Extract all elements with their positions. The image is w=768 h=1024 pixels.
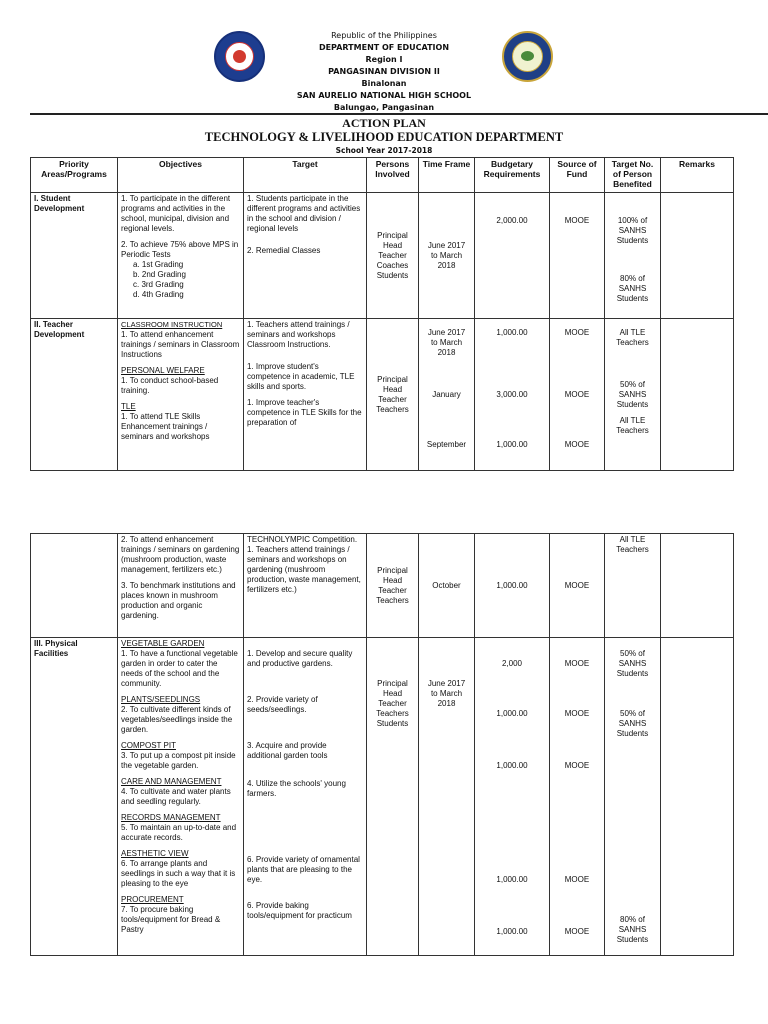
time-frame-cell bbox=[419, 638, 475, 956]
fund: MOOE bbox=[564, 659, 590, 668]
table-row bbox=[31, 534, 734, 638]
time-frame: to March bbox=[430, 250, 463, 260]
column-header: Remarks bbox=[661, 158, 734, 193]
objective: 1. To attend TLE Skills Enhancement trainings / seminars and workshops bbox=[121, 412, 210, 441]
target: 6. Provide baking tools/equipment for practicum bbox=[247, 901, 352, 920]
priority-area: I. Student Development bbox=[31, 193, 118, 319]
person: Teacher bbox=[378, 250, 407, 260]
time-frame: September bbox=[426, 440, 467, 449]
objective: 1. To have a functional vegetable garden in order to cater the needs of the school and the community. bbox=[121, 649, 238, 688]
objective: 5. To maintain an up-to-date and accurate records. bbox=[121, 823, 237, 842]
table-row bbox=[31, 193, 734, 319]
person: Coaches bbox=[376, 260, 409, 270]
time-frame: 2018 bbox=[437, 699, 456, 708]
benefit-cell bbox=[605, 534, 661, 638]
fund: MOOE bbox=[564, 709, 590, 718]
objective-heading: PERSONAL WELFARE bbox=[121, 366, 205, 375]
time-frame: June 2017 bbox=[427, 679, 466, 688]
person: Teachers bbox=[376, 404, 409, 414]
persons-cell bbox=[367, 193, 419, 319]
budget-cell bbox=[475, 319, 550, 471]
time-frame: January bbox=[432, 390, 461, 399]
person: Principal bbox=[377, 230, 408, 240]
person: Head bbox=[382, 384, 403, 394]
person: Head bbox=[382, 240, 403, 250]
benefit: Students bbox=[616, 294, 649, 303]
target-cell bbox=[244, 319, 367, 471]
letterhead-line: Balungao, Pangasinan bbox=[333, 103, 435, 112]
document-title: ACTION PLAN bbox=[342, 116, 426, 130]
time-frame-cell: October bbox=[419, 534, 475, 638]
benefit-cell bbox=[605, 319, 661, 471]
remarks-cell bbox=[661, 319, 734, 471]
person: Principal bbox=[377, 374, 408, 384]
objective-heading: CARE AND MANAGEMENT bbox=[121, 777, 222, 786]
fund: MOOE bbox=[564, 390, 590, 399]
persons-cell bbox=[367, 638, 419, 956]
benefit: All TLE bbox=[619, 535, 646, 544]
benefit: SANHS bbox=[618, 226, 647, 235]
column-header: Source of Fund bbox=[550, 158, 605, 193]
column-header: Target bbox=[244, 158, 367, 193]
grading-item: d. 4th Grading bbox=[133, 290, 184, 299]
fund: MOOE bbox=[564, 761, 590, 770]
person: Students bbox=[376, 719, 409, 728]
priority-area: III. Physical Facilities bbox=[31, 638, 118, 956]
benefit: 100% of bbox=[617, 216, 648, 225]
benefit-cell bbox=[605, 638, 661, 956]
letterhead-line: Region I bbox=[365, 55, 403, 64]
fund: MOOE bbox=[564, 216, 590, 225]
objective: 1. To conduct school-based training. bbox=[121, 376, 219, 395]
benefit: All TLE bbox=[619, 328, 646, 337]
benefit: Teachers bbox=[616, 338, 649, 347]
target: 3. Acquire and provide additional garden tools bbox=[247, 741, 328, 760]
person: Principal bbox=[377, 679, 408, 688]
fund-cell bbox=[550, 193, 605, 319]
time-frame: June 2017 bbox=[427, 328, 466, 337]
table-row bbox=[31, 638, 734, 956]
department-title: TECHNOLOGY & LIVELIHOOD EDUCATION DEPARTMENT bbox=[204, 130, 564, 144]
persons-cell bbox=[367, 534, 419, 638]
objective-heading: VEGETABLE GARDEN bbox=[121, 639, 205, 648]
grading-item: b. 2nd Grading bbox=[133, 270, 186, 279]
fund: MOOE bbox=[564, 440, 590, 449]
benefit: 50% of bbox=[620, 380, 645, 389]
person: Students bbox=[376, 270, 409, 280]
benefit: Teachers bbox=[616, 545, 649, 554]
person: Head bbox=[382, 575, 403, 585]
letterhead-line: SAN AURELIO NATIONAL HIGH SCHOOL bbox=[296, 91, 472, 100]
budget-cell bbox=[475, 638, 550, 956]
person: Teacher bbox=[378, 394, 407, 404]
benefit-cell bbox=[605, 193, 661, 319]
benefit: SANHS bbox=[618, 284, 647, 293]
time-frame: 2018 bbox=[437, 260, 456, 270]
budget: 1,000.00 bbox=[496, 328, 528, 337]
persons-cell bbox=[367, 319, 419, 471]
objectives-cell bbox=[118, 193, 244, 319]
time-frame: 2018 bbox=[437, 348, 456, 357]
target-cell bbox=[244, 534, 367, 638]
target: 2. Provide variety of seeds/seedlings. bbox=[247, 695, 318, 714]
budget: 3,000.00 bbox=[496, 390, 528, 399]
time-frame: June 2017 bbox=[427, 240, 466, 250]
benefit: Teachers bbox=[616, 426, 649, 435]
objective: 3. To put up a compost pit inside the vegetable garden. bbox=[121, 751, 236, 770]
benefit: 50% of bbox=[620, 709, 645, 718]
column-header: Target No. of Person Benefited bbox=[605, 158, 661, 193]
benefit: 80% of bbox=[620, 915, 645, 924]
objectives-cell bbox=[118, 534, 244, 638]
objective-heading: RECORDS MANAGEMENT bbox=[121, 813, 221, 822]
column-header: Budgetary Requirements bbox=[475, 158, 550, 193]
objective: 1. To participate in the different programs and activities in the school, municipal, division and regional levels. bbox=[121, 194, 231, 233]
priority-area bbox=[31, 534, 118, 638]
benefit: SANHS bbox=[618, 659, 647, 668]
person: Teachers bbox=[376, 595, 409, 605]
budget: 1,000.00 bbox=[496, 709, 528, 718]
target-cell bbox=[244, 638, 367, 956]
grading-item: a. 1st Grading bbox=[133, 260, 184, 269]
objective: 1. To attend enhancement trainings / seminars in Classroom Instructions bbox=[121, 330, 240, 359]
priority-area: II. Teacher Development bbox=[31, 319, 118, 471]
fund: MOOE bbox=[564, 875, 590, 884]
action-plan-table-page2 bbox=[30, 533, 734, 956]
letterhead-line: DEPARTMENT OF EDUCATION bbox=[318, 43, 450, 52]
table-header-row bbox=[31, 158, 734, 193]
objective: 3. To benchmark institutions and places known in mushroom production and organic gardening. bbox=[121, 581, 236, 620]
benefit: Students bbox=[616, 400, 649, 409]
budget-cell: 1,000.00 bbox=[475, 534, 550, 638]
person: Principal bbox=[377, 565, 408, 575]
target: 1. Teachers attend trainings / seminars and workshops on gardening (mushroom production, waste management, fertilizers etc.) bbox=[247, 545, 361, 594]
budget: 1,000.00 bbox=[496, 761, 528, 770]
benefit: 80% of bbox=[620, 274, 645, 283]
objective-heading: COMPOST PIT bbox=[121, 741, 176, 750]
table-row bbox=[31, 319, 734, 471]
budget-cell bbox=[475, 193, 550, 319]
benefit: SANHS bbox=[618, 925, 647, 934]
action-plan-table-page1 bbox=[30, 157, 734, 471]
target: 1. Students participate in the different programs and activities in the school and division / regional levels bbox=[247, 194, 361, 233]
objectives-cell bbox=[118, 319, 244, 471]
letterhead-line: PANGASINAN DIVISION II bbox=[328, 67, 440, 76]
benefit: Students bbox=[616, 935, 649, 944]
target: 1. Improve student's competence in academic, TLE skills and sports. bbox=[247, 362, 355, 391]
objective-heading: PROCUREMENT bbox=[121, 895, 184, 904]
objective: 2. To achieve 75% above MPS in Periodic Tests bbox=[121, 240, 239, 259]
budget: 1,000.00 bbox=[496, 927, 528, 936]
objective-heading: TLE bbox=[121, 402, 136, 411]
remarks-cell bbox=[661, 534, 734, 638]
budget: 1,000.00 bbox=[496, 875, 528, 884]
target: 1. Develop and secure quality and productive gardens. bbox=[247, 649, 353, 668]
target: TECHNOLYMPIC Competition. bbox=[247, 535, 358, 544]
target: 1. Teachers attend trainings / seminars and workshops Classroom Instructions. bbox=[247, 320, 350, 349]
target: 4. Utilize the schools' young farmers. bbox=[247, 779, 346, 798]
letterhead bbox=[0, 30, 768, 114]
column-header: Time Frame bbox=[419, 158, 475, 193]
benefit: All TLE bbox=[619, 416, 646, 425]
budget: 1,000.00 bbox=[496, 440, 528, 449]
objectives-cell bbox=[118, 638, 244, 956]
budget: 2,000.00 bbox=[496, 216, 528, 225]
benefit: SANHS bbox=[618, 719, 647, 728]
objective: 2. To cultivate different kinds of vegetables/seedlings inside the garden. bbox=[121, 705, 233, 734]
target: 1. Improve teacher's competence in TLE Skills for the preparation of bbox=[247, 398, 362, 427]
benefit: SANHS bbox=[618, 390, 647, 399]
fund-cell: MOOE bbox=[550, 534, 605, 638]
objective: 6. To arrange plants and seedlings in such a way that it is pleasing to the eye bbox=[121, 859, 236, 888]
time-frame: to March bbox=[430, 689, 463, 698]
person: Teachers bbox=[376, 709, 409, 718]
target-cell bbox=[244, 193, 367, 319]
target: 6. Provide variety of ornamental plants that are pleasing to the eye. bbox=[247, 855, 360, 884]
objective: 2. To attend enhancement trainings / seminars on gardening (mushroom production, waste management, fertilizers etc.) bbox=[121, 535, 240, 574]
benefit: Students bbox=[616, 669, 649, 678]
benefit: Students bbox=[616, 729, 649, 738]
person: Teacher bbox=[378, 585, 407, 595]
person: Teacher bbox=[378, 699, 407, 708]
objective-heading: CLASSROOM INSTRUCTION bbox=[121, 320, 223, 329]
benefit: 50% of bbox=[620, 649, 645, 658]
column-header: Persons Involved bbox=[367, 158, 419, 193]
column-header: Objectives bbox=[118, 158, 244, 193]
objective: 4. To cultivate and water plants and seedling regularly. bbox=[121, 787, 231, 806]
time-frame-cell bbox=[419, 193, 475, 319]
time-frame-cell bbox=[419, 319, 475, 471]
time-frame: to March bbox=[430, 338, 463, 347]
remarks-cell bbox=[661, 193, 734, 319]
fund: MOOE bbox=[564, 927, 590, 936]
budget: 2,000 bbox=[501, 659, 523, 668]
objective-heading: PLANTS/SEEDLINGS bbox=[121, 695, 201, 704]
benefit: Students bbox=[616, 236, 649, 245]
fund-cell bbox=[550, 319, 605, 471]
letterhead-line: Republic of the Philippines bbox=[331, 31, 437, 40]
person: Head bbox=[382, 689, 403, 698]
letterhead-line: Binalonan bbox=[361, 79, 407, 88]
remarks-cell bbox=[661, 638, 734, 956]
fund-cell bbox=[550, 638, 605, 956]
target: 2. Remedial Classes bbox=[247, 246, 321, 255]
objective-heading: AESTHETIC VIEW bbox=[121, 849, 189, 858]
grading-item: c. 3rd Grading bbox=[133, 280, 184, 289]
objective: 7. To procure baking tools/equipment for Bread & Pastry bbox=[121, 905, 221, 934]
fund: MOOE bbox=[564, 328, 590, 337]
school-year: School Year 2017-2018 bbox=[335, 146, 433, 155]
header-divider bbox=[30, 113, 768, 115]
column-header: Priority Areas/Programs bbox=[31, 158, 118, 193]
